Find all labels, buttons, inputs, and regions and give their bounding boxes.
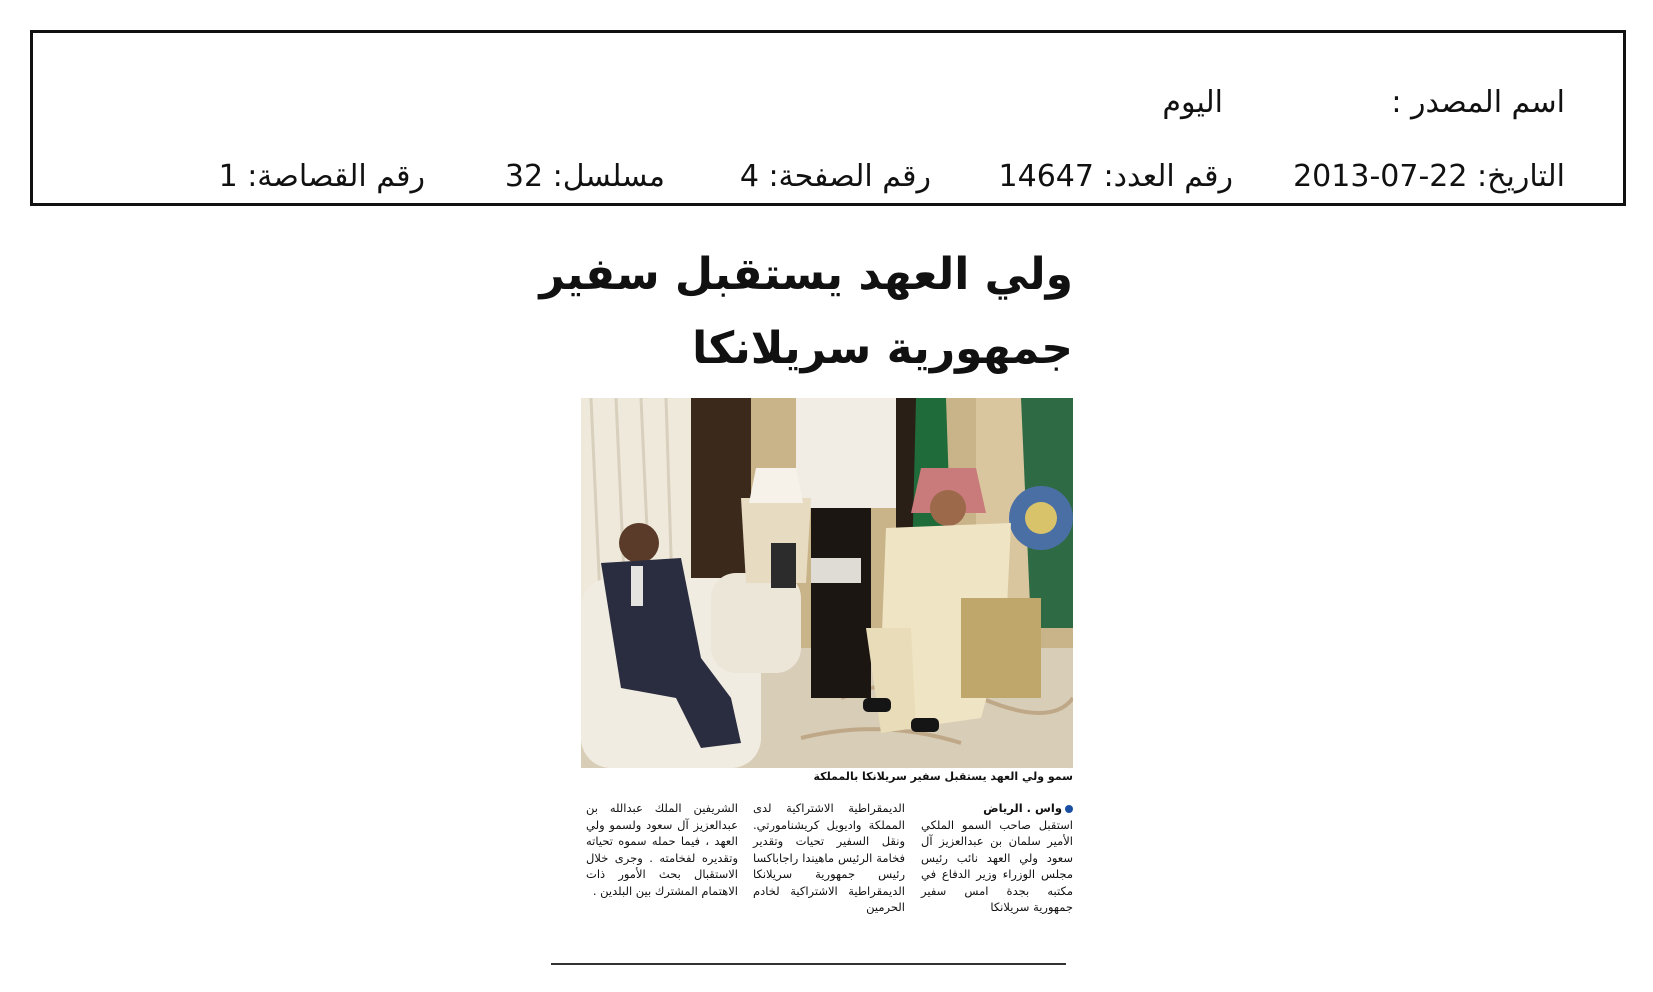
column-1-text: استقبل صاحب السمو الملكي الأمير سلمان بن عبدالعزيز آل سعود ولي العهد نائب رئيس مجلس الوزراء وزير الدفاع في مكتبه بجدة امس سفير جمهورية سريلانكا [921,817,1073,914]
column-2-text: الديمقراطية الاشتراكية لدى المملكة واديويل كريشنامورتي. ونقل السفير تحيات وتقدير فخامة الرئيس ماهيندا راجاباكسا رئيس جمهورية سريلانكا الديمقراطية الاشتراكية لخادم الحرمين [753,801,905,914]
bottom-divider [551,963,1066,965]
news-photo [581,398,1073,768]
article-column-2 [753,800,905,916]
article-column-1 [921,800,1073,916]
article-column-3 [586,800,738,899]
page-number-field: رقم الصفحة: 4 [739,159,931,194]
issue-number-field: رقم العدد: 14647 [998,159,1233,194]
dateline-text: واس . الرياض [983,801,1062,815]
clipping-header [30,30,1626,206]
photo-caption: سمو ولي العهد يستقبل سفير سريلانكا بالمملكة [813,770,1073,783]
date-field: التاريخ: 22-07-2013 [1293,159,1565,194]
headline-line-1: ولي العهد يستقبل سفير [539,249,1073,300]
source-label: اسم المصدر : [1391,85,1565,120]
headline-line-2: جمهورية سريلانكا [692,323,1073,374]
source-value: اليوم [1162,85,1223,120]
bullet-dot-icon [1065,805,1073,813]
serial-field: مسلسل: 32 [504,159,665,194]
dateline [921,800,1073,817]
column-3-text: الشريفين الملك عبدالله بن عبدالعزيز آل سعود ولسمو ولي العهد ، فيما حمله سموه تحياته وتقديره لفخامته . وجرى خلال الاستقبال بحث الأمور ذات الاهتمام المشترك بين البلدين . [586,801,738,898]
clip-number-field: رقم القصاصة: 1 [218,159,425,194]
